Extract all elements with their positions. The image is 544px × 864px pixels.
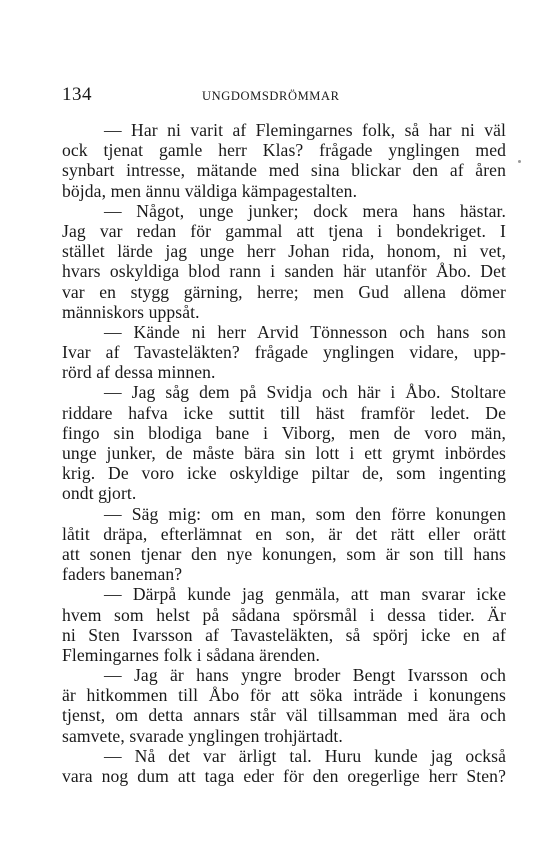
running-title: UNGDOMSDRÖMMAR [202, 89, 340, 103]
text-line: böjda, men ännu väldiga kämpagestalten. [62, 180, 358, 201]
text-line: — Kände ni herr Arvid Tönnesson och hans son [104, 321, 506, 342]
page-header [62, 84, 506, 110]
text-line: faders baneman? [62, 564, 183, 585]
text-line: ni Sten Ivarsson af Tavasteläkten, så spörj icke en af [62, 624, 506, 645]
text-line: Jag var redan för gammal att tjena i bondekriget. I [62, 220, 506, 241]
text-line: låtit dräpa, efterlämnat en son, är det rätt eller orätt [62, 523, 506, 544]
text-line: — Därpå kunde jag genmäla, att man svarar icke [104, 584, 506, 605]
body-text [62, 120, 506, 786]
text-line: samvete, svarade ynglingen trohjärtadt. [62, 725, 343, 746]
paper-speck [518, 160, 521, 163]
text-line: hvem som helst på sådana spörsmål i dessa tider. Är [62, 604, 506, 625]
text-line: riddare hafva icke suttit till häst framför ledet. De [62, 402, 506, 423]
text-line: ondt gjort. [62, 483, 137, 504]
text-line: rörd af dessa minnen. [62, 362, 216, 383]
text-line: stället lärde jag unge herr Johan rida, honom, ni vet, [62, 241, 506, 262]
text-line: tjenst, om detta annars står väl tillsamman med ära och [62, 705, 506, 726]
text-line: fingo sin blodiga bane i Viborg, men de voro män, [62, 422, 506, 443]
text-line: var en stygg gärning, herre; men Gud allena dömer [62, 281, 506, 302]
text-line: att sonen tjenar den nye konungen, som är son till hans [62, 543, 506, 564]
text-line: unge junker, de måste bära sin lott i ett grymt inbördes [62, 443, 506, 463]
text-line: Ivar af Tavasteläkten? frågade ynglingen vidare, upp- [62, 342, 506, 363]
page-number: 134 [62, 84, 92, 105]
text-line: — Jag såg dem på Svidja och här i Åbo. Stoltare [104, 382, 506, 403]
text-line: synbart intresse, mätande med sina blickar den af åren [62, 160, 506, 181]
text-line: är hitkommen till Åbo för att söka inträde i konungens [62, 685, 506, 706]
text-line: — Jag är hans yngre broder Bengt Ivarsson och [104, 665, 506, 686]
text-line: krig. De voro icke oskyldige piltar de, som ingenting [62, 463, 506, 484]
text-line: människors uppsåt. [62, 301, 200, 322]
text-line: — Säg mig: om en man, som den förre konungen [104, 503, 506, 524]
text-line: — Har ni varit af Flemingarnes folk, så har ni väl [104, 120, 506, 140]
text-line: — Något, unge junker; dock mera hans hästar. [104, 200, 506, 221]
text-line: vara nog dum att taga eder för den oregerlige herr Sten? [62, 766, 506, 786]
text-line: hvars oskyldiga blod rann i sanden här utanför Åbo. Det [62, 261, 506, 282]
text-line: Flemingarnes folk i sådana ärenden. [62, 644, 321, 665]
text-line: ock tjenat gamle herr Klas? frågade ynglingen med [62, 140, 506, 161]
text-line: — Nå det var ärligt tal. Huru kunde jag också [104, 745, 506, 766]
